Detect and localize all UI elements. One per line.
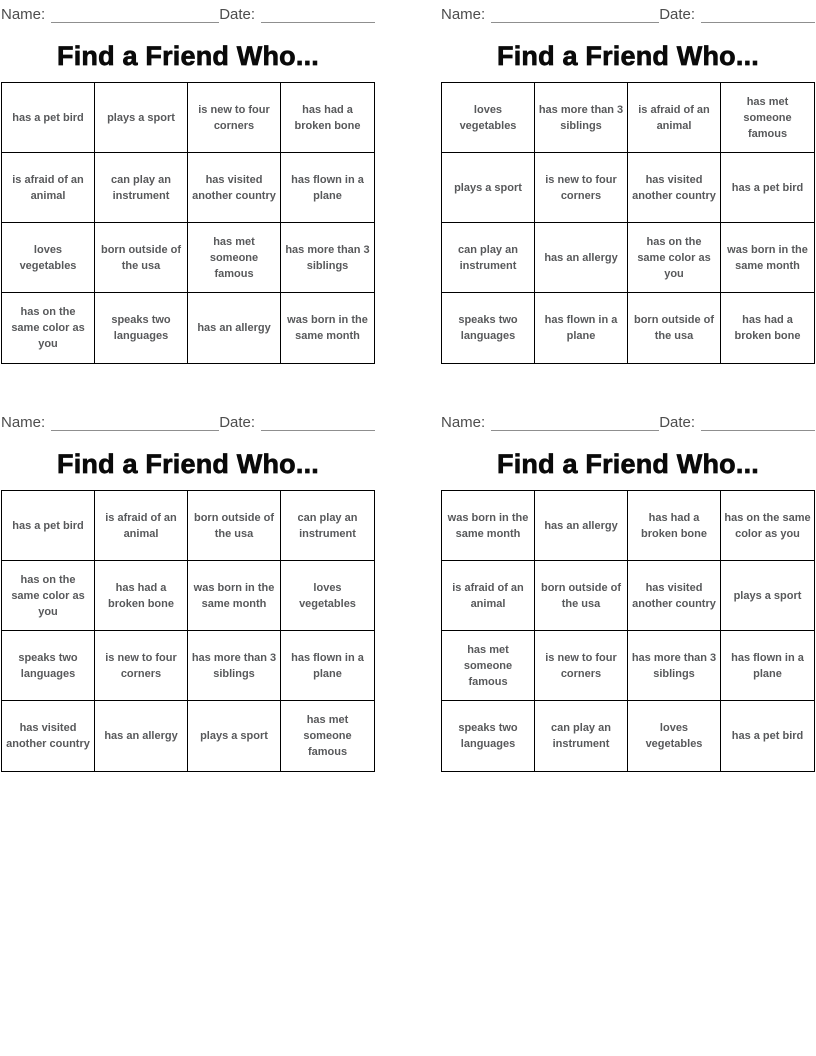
grid-cell: speaks two languages — [442, 701, 535, 771]
grid-cell: born outside of the usa — [628, 293, 721, 363]
bingo-grid — [1, 82, 375, 364]
grid-cell: has had a broken bone — [628, 491, 721, 561]
grid-cell: has visited another country — [2, 701, 95, 771]
grid-cell: has met someone famous — [188, 223, 281, 293]
grid-cell: was born in the same month — [287, 314, 368, 342]
grid-cell: born outside of the usa — [535, 561, 628, 631]
card-header — [1, 413, 375, 431]
grid-cell: has more than 3 siblings — [281, 223, 374, 293]
card-header — [441, 413, 815, 431]
grid-cell: has more than 3 siblings — [628, 631, 721, 701]
grid-cell: is new to four corners — [535, 153, 628, 223]
grid-cell: plays a sport — [721, 561, 814, 631]
name-blank-line — [491, 10, 659, 23]
grid-cell: can play an instrument — [281, 491, 374, 561]
grid-cell: has on the same color as you — [721, 491, 814, 561]
grid-cell: speaks two languages — [442, 293, 535, 363]
worksheet-card-top-right — [441, 5, 815, 364]
grid-cell: has an allergy — [535, 491, 628, 561]
grid-cell: is afraid of an animal — [628, 83, 721, 153]
grid-cell: born outside of the usa — [95, 223, 188, 293]
card-title: Find a Friend Who... — [57, 41, 319, 71]
card-header — [1, 5, 375, 23]
bingo-grid — [441, 490, 815, 772]
worksheet-card-bottom-left — [1, 413, 375, 772]
date-blank-line — [261, 10, 375, 23]
grid-cell: has on the same color as you — [2, 293, 95, 363]
grid-cell: has met someone famous — [303, 714, 352, 758]
grid-cell: has met someone famous — [721, 83, 814, 153]
grid-cell: has an allergy — [188, 293, 281, 363]
name-label: Name: — [1, 414, 46, 431]
date-blank-line — [701, 10, 815, 23]
grid-cell: can play an instrument — [442, 223, 535, 293]
grid-cell: plays a sport — [188, 701, 281, 771]
grid-cell: was born in the same month — [188, 561, 281, 631]
date-label: Date: — [219, 414, 256, 431]
worksheet-card-bottom-right — [441, 413, 815, 772]
grid-cell: has flown in a plane — [281, 153, 374, 223]
card-header — [441, 5, 815, 23]
grid-cell: is afraid of an animal — [2, 153, 95, 223]
grid-cell: has a pet bird — [2, 491, 95, 561]
grid-cell: has flown in a plane — [535, 293, 628, 363]
date-blank-line — [701, 418, 815, 431]
card-title: Find a Friend Who... — [57, 449, 319, 479]
grid-cell: has had a broken bone — [734, 314, 801, 342]
grid-cell: has visited another country — [628, 561, 721, 631]
grid-cell: has an allergy — [95, 701, 188, 771]
grid-cell: has visited another country — [628, 153, 721, 223]
card-title: Find a Friend Who... — [497, 449, 759, 479]
bingo-grid — [1, 490, 375, 772]
date-blank-line — [261, 418, 375, 431]
bingo-grid — [441, 82, 815, 364]
grid-cell: has a pet bird — [2, 83, 95, 153]
grid-cell: has met someone famous — [442, 631, 535, 701]
date-label: Date: — [659, 414, 696, 431]
grid-cell: has a pet bird — [721, 153, 814, 223]
grid-cell: loves vegetables — [628, 701, 721, 771]
grid-cell: has flown in a plane — [281, 631, 374, 701]
date-label: Date: — [219, 6, 256, 23]
grid-cell: is new to four corners — [188, 83, 281, 153]
name-blank-line — [491, 418, 659, 431]
grid-cell: can play an instrument — [535, 701, 628, 771]
grid-cell: has more than 3 siblings — [188, 631, 281, 701]
name-label: Name: — [441, 6, 486, 23]
grid-cell: born outside of the usa — [188, 491, 281, 561]
grid-cell: is new to four corners — [95, 631, 188, 701]
name-blank-line — [51, 10, 219, 23]
grid-cell: loves vegetables — [2, 223, 95, 293]
name-label: Name: — [441, 414, 486, 431]
grid-cell: has flown in a plane — [721, 631, 814, 701]
grid-cell: was born in the same month — [442, 491, 535, 561]
grid-cell: has on the same color as you — [628, 223, 721, 293]
card-title: Find a Friend Who... — [497, 41, 759, 71]
grid-cell: speaks two languages — [95, 293, 188, 363]
grid-cell: has an allergy — [535, 223, 628, 293]
grid-cell: has on the same color as you — [2, 561, 95, 631]
date-label: Date: — [659, 6, 696, 23]
name-label: Name: — [1, 6, 46, 23]
grid-cell: speaks two languages — [2, 631, 95, 701]
grid-cell: is afraid of an animal — [95, 491, 188, 561]
grid-cell: is afraid of an animal — [442, 561, 535, 631]
grid-cell: has visited another country — [188, 153, 281, 223]
worksheet-card-top-left — [1, 5, 375, 364]
grid-cell: has had a broken bone — [95, 561, 188, 631]
name-blank-line — [51, 418, 219, 431]
grid-cell: loves vegetables — [442, 83, 535, 153]
grid-cell: loves vegetables — [281, 561, 374, 631]
grid-cell: has more than 3 siblings — [535, 83, 628, 153]
grid-cell: has had a broken bone — [281, 83, 374, 153]
grid-cell: was born in the same month — [721, 223, 814, 293]
grid-cell: is new to four corners — [535, 631, 628, 701]
grid-cell: plays a sport — [95, 83, 188, 153]
grid-cell: plays a sport — [442, 153, 535, 223]
grid-cell: has a pet bird — [731, 730, 804, 742]
grid-cell: can play an instrument — [95, 153, 188, 223]
